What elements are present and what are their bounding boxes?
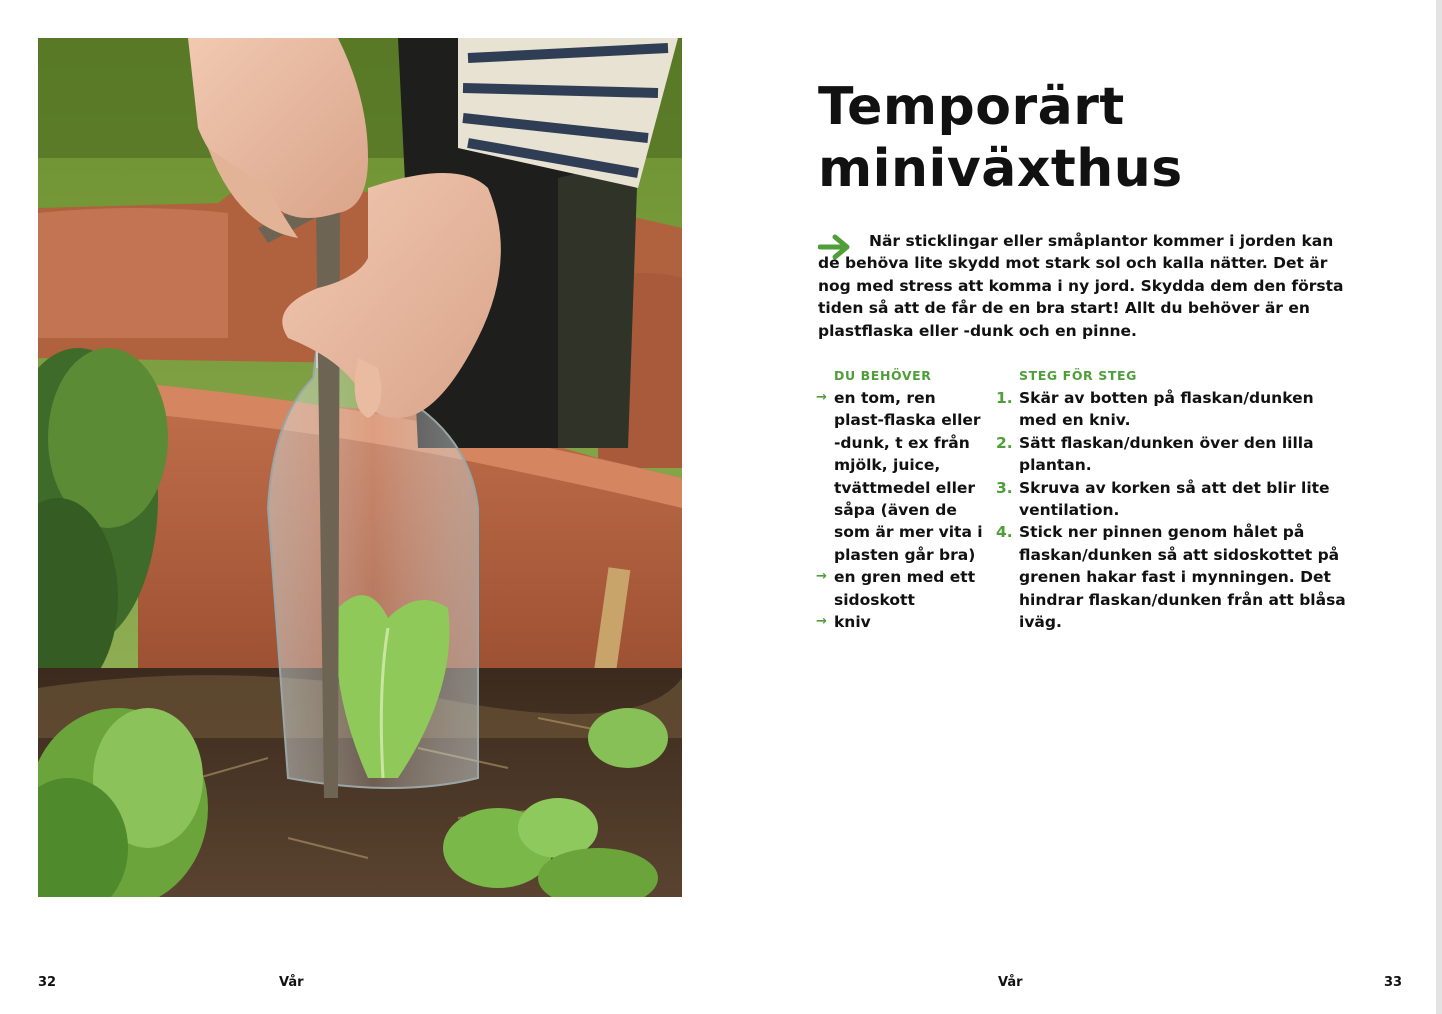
page-edge — [1436, 0, 1442, 1014]
page-number-left: 32 — [38, 975, 57, 990]
materials-heading: DU BEHÖVER — [834, 368, 932, 383]
list-item-text: kniv — [834, 613, 871, 632]
running-footer-right: Vår — [998, 975, 1023, 990]
step-text: Skruva av korken så att det blir lite ventilation. — [1019, 478, 1330, 520]
title-line-1: Temporärt — [818, 77, 1125, 137]
title-line-2: miniväxthus — [818, 139, 1183, 199]
bullet-arrow-icon: → — [816, 569, 827, 585]
list-item-text: en tom, ren plast-flaska eller -dunk, t ex från mjölk, juice, tvättmedel eller såpa (även de som är mer vita i plasten går bra) — [834, 389, 983, 564]
step-text: Stick ner pinnen genom hålet på flaskan/dunken så att sidoskottet på grenen hakar fast i mynningen. Det hindrar flaskan/dunken från att blåsa iväg. — [1019, 523, 1346, 632]
bullet-arrow-icon: → — [816, 390, 827, 405]
list-item — [816, 611, 984, 633]
step-item — [996, 477, 1346, 522]
step-text: Skär av botten på flaskan/dunken med en kniv. — [1019, 389, 1314, 430]
intro-text: När sticklingar eller småplantor kommer i jorden kan de behöva lite skydd mot stark sol och kalla nätter. Det är nog med stress att komma i ny jord. Skydda dem den första tiden så att de får de en bra start! Allt du behöver är en plastflaska eller -dunk och en pinne. — [818, 232, 1344, 340]
step-text: Sätt flaskan/dunken över den lilla plantan. — [1019, 433, 1314, 475]
steps-list — [996, 368, 1346, 633]
step-item — [996, 387, 1346, 432]
step-number: 3. — [996, 478, 1013, 497]
steps-heading: STEG FÖR STEG — [1019, 368, 1137, 383]
step-number: 1. — [996, 389, 1013, 407]
list-item — [816, 566, 984, 611]
arrow-right-icon — [818, 234, 852, 260]
garden-photo — [38, 38, 682, 897]
step-number: 2. — [996, 433, 1013, 452]
list-item — [816, 387, 984, 566]
bullet-arrow-icon: → — [816, 614, 827, 630]
page-number-right: 33 — [1384, 975, 1403, 990]
running-footer-left: Vår — [279, 975, 304, 990]
step-item — [996, 432, 1346, 477]
materials-list — [816, 368, 984, 633]
intro-paragraph — [818, 230, 1348, 342]
list-item-text: en gren med ett sidoskott — [834, 568, 976, 609]
step-number: 4. — [996, 523, 1013, 542]
step-item — [996, 521, 1346, 633]
article-title — [818, 76, 1378, 200]
